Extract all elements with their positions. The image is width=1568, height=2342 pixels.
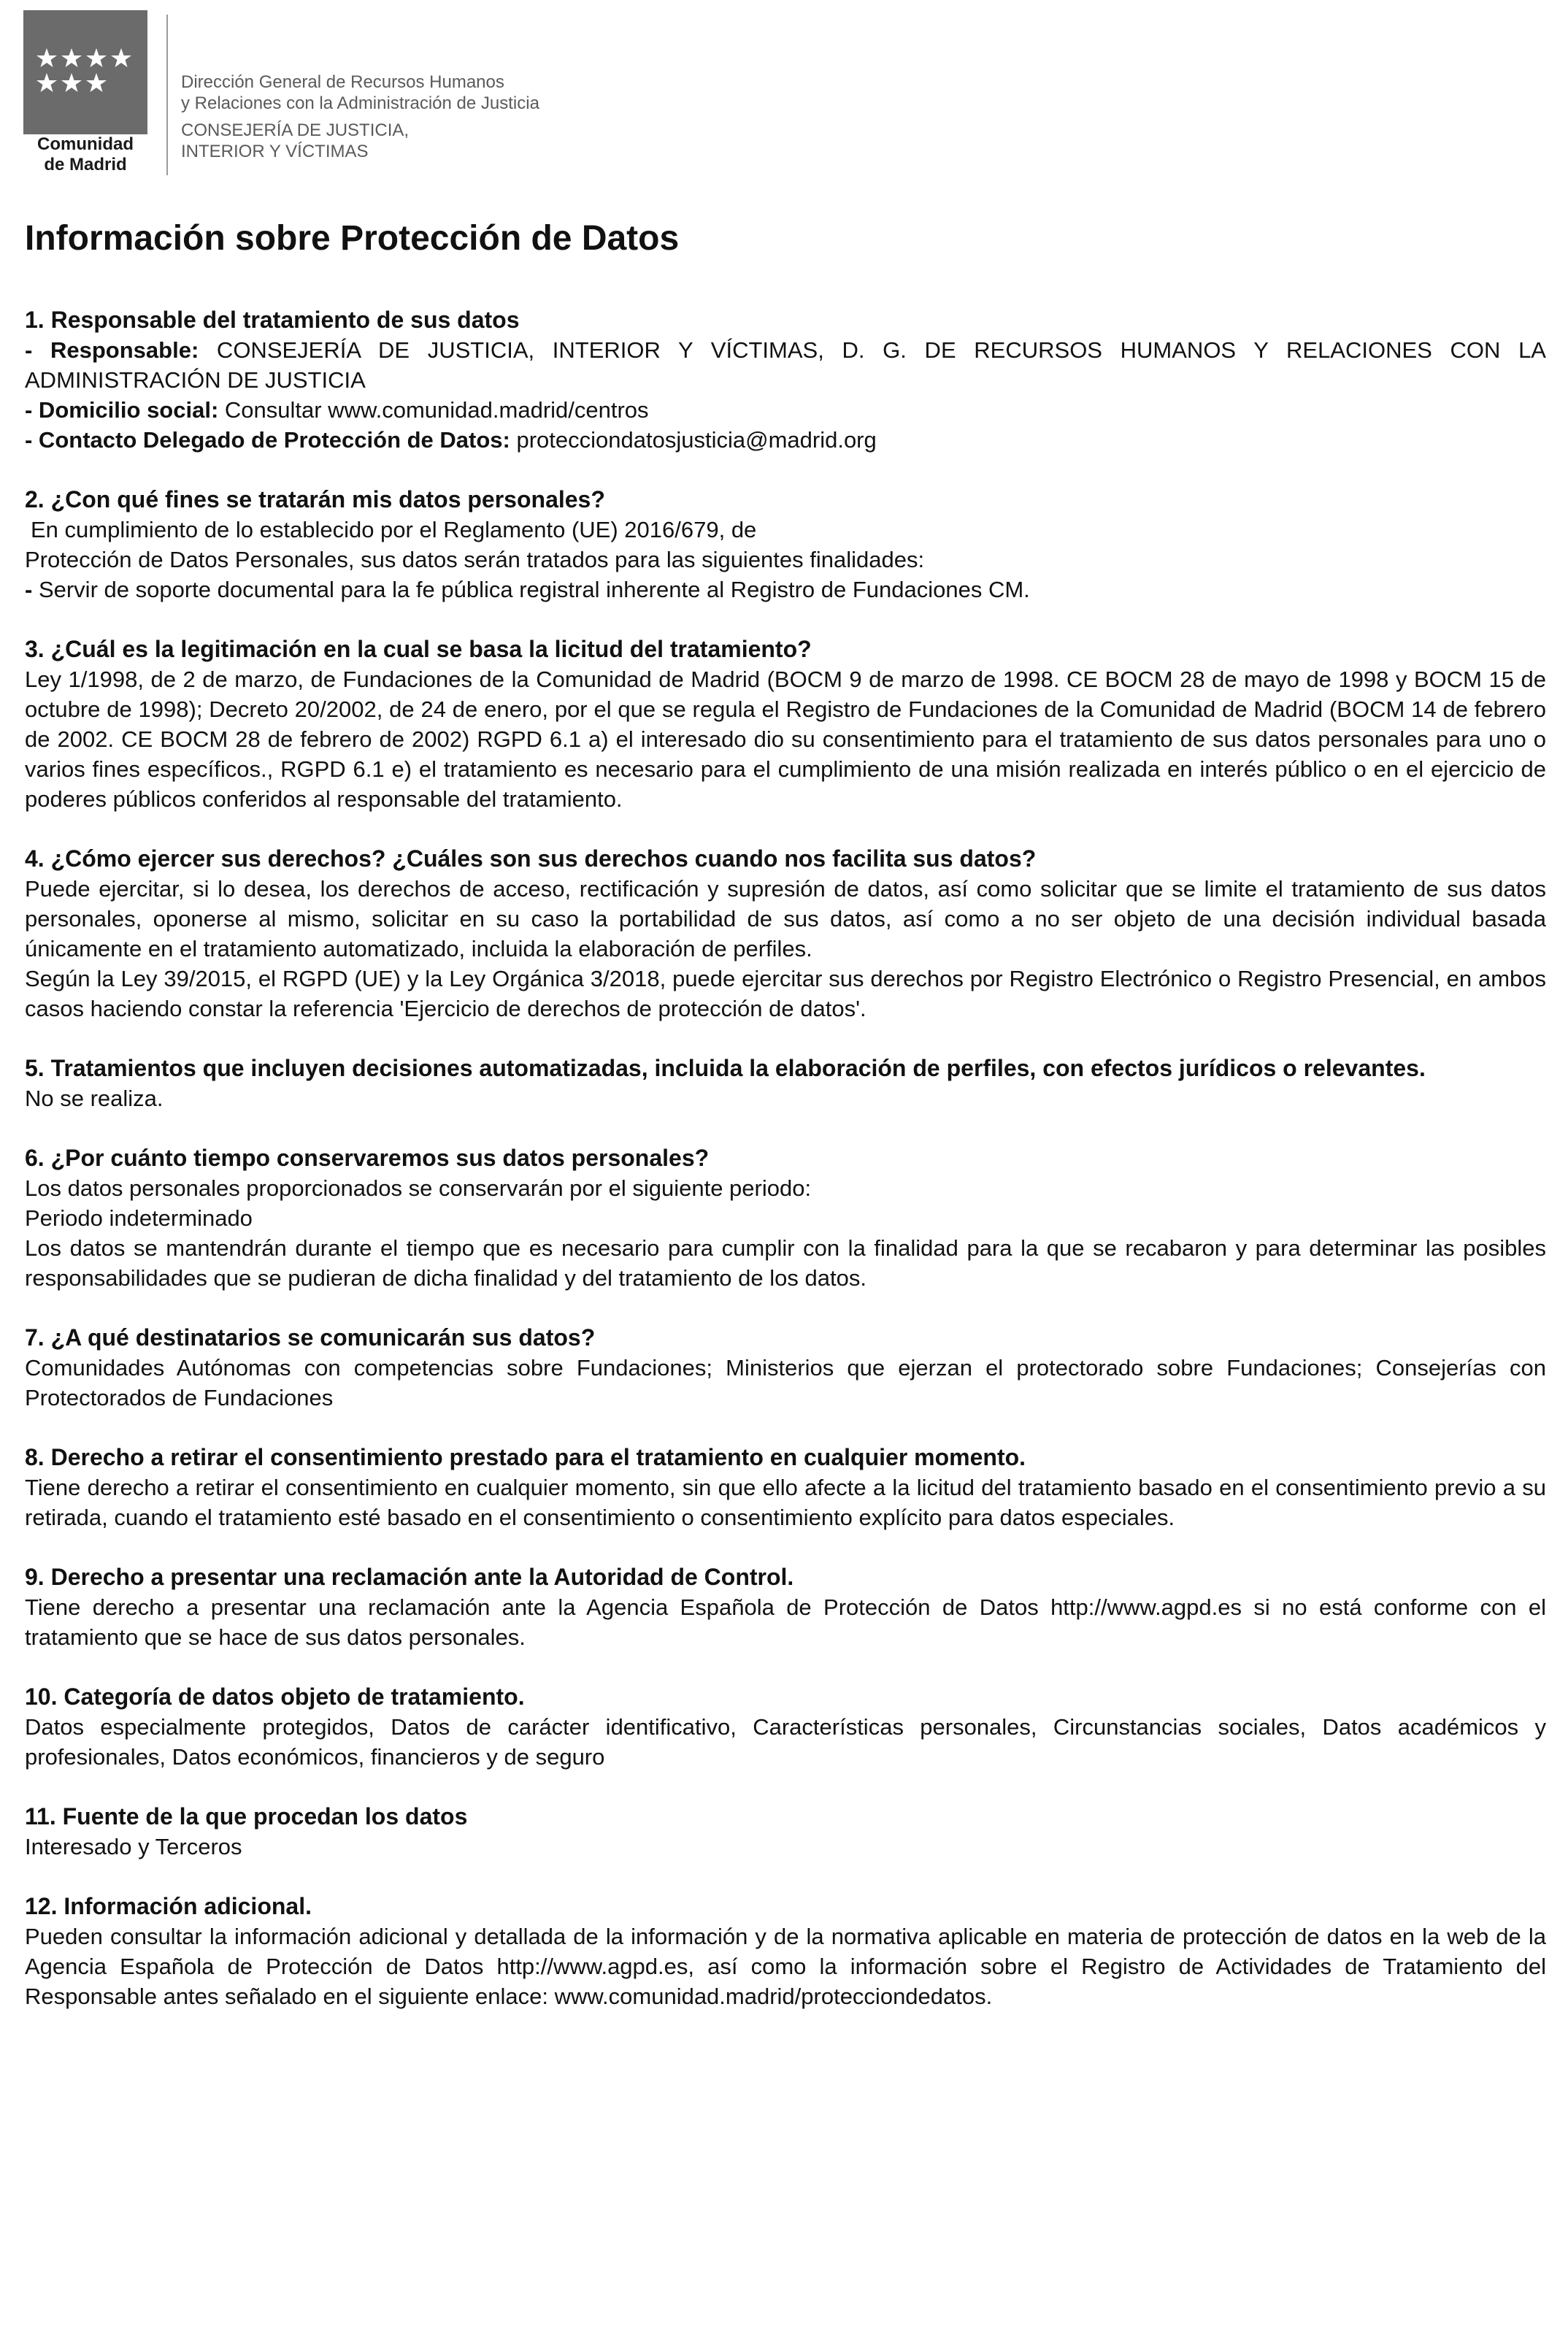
bullet-mark: -: [25, 577, 33, 602]
dept-line1: Dirección General de Recursos Humanos: [181, 72, 504, 92]
section-2-line1: En cumplimiento de lo establecido por el Reglamento (UE) 2016/679, de: [31, 517, 757, 542]
section-2-line2: Protección de Datos Personales, sus datos serán tratados para las siguientes finalidades:: [25, 547, 925, 572]
logo-name-line2: de Madrid: [44, 155, 127, 174]
section-10-heading: 10. Categoría de datos objeto de tratamiento.: [25, 1683, 525, 1710]
section-11: [25, 1802, 1546, 1862]
dept-line2: y Relaciones con la Administración de Justicia: [181, 93, 539, 113]
section-7: [25, 1323, 1546, 1413]
section-10: [25, 1682, 1546, 1772]
document-body: [25, 305, 1546, 2011]
section-3-body: Ley 1/1998, de 2 de marzo, de Fundaciones de la Comunidad de Madrid (BOCM 9 de marzo de 1998. CE BOCM 28 de mayo de 1998 y BOCM 15 de octubre de 1998); Decreto 20/2002, de 24 de enero, por el que se regula el Registro de Fundaciones de la Comunidad de Madrid (BOCM 14 de febrero de 2002. CE BOCM 28 de febrero de 2002) RGPD 6.1 a) el interesado dio su consentimiento para el tratamiento de sus datos personales para uno o varios fines específicos., RGPD 6.1 e) el tratamiento es necesario para el cumplimiento de una misión realizada en interés público o en el ejercicio de poderes públicos conferidos al responsable del tratamiento.: [25, 667, 1546, 812]
section-4-heading: 4. ¿Cómo ejercer sus derechos? ¿Cuáles son sus derechos cuando nos facilita sus datos?: [25, 845, 1037, 872]
section-8-heading: 8. Derecho a retirar el consentimiento prestado para el tratamiento en cualquier momento.: [25, 1444, 1026, 1470]
section-12: [25, 1892, 1546, 2011]
section-9-body: Tiene derecho a presentar una reclamación ante la Agencia Española de Protección de Datos http://www.agpd.es si no está conforme con el tratamiento que se hace de sus datos personales.: [25, 1594, 1546, 1650]
section-10-body: Datos especialmente protegidos, Datos de carácter identificativo, Características personales, Circunstancias sociales, Datos académicos y profesionales, Datos económicos, financieros y de seguro: [25, 1714, 1546, 1770]
section-11-body: Interesado y Terceros: [25, 1834, 242, 1859]
logo-name: [23, 134, 147, 175]
section-6-para: Los datos se mantendrán durante el tiempo que es necesario para cumplir con la finalidad para la que se recabaron y para determinar las posibles responsabilidades que se pudieran de dicha finalidad y del tratamiento de los datos.: [25, 1235, 1546, 1291]
section-6-heading: 6. ¿Por cuánto tiempo conservaremos sus datos personales?: [25, 1145, 710, 1171]
section-9: [25, 1562, 1546, 1652]
section-6-line2: Periodo indeterminado: [25, 1205, 253, 1231]
responsable-label: - Responsable:: [25, 337, 199, 363]
stars-icon: [23, 10, 147, 134]
domicilio-line: [25, 395, 1546, 425]
comunidad-de-madrid-logo: [23, 10, 147, 134]
responsable-line: [25, 335, 1546, 395]
section-2-bullet: [25, 575, 1546, 604]
section-1: [25, 305, 1546, 455]
dept-line3: CONSEJERÍA DE JUSTICIA,: [181, 120, 410, 140]
domicilio-label: - Domicilio social:: [25, 397, 219, 423]
department-info: [181, 72, 539, 162]
section-4: [25, 844, 1546, 1024]
page-title: Información sobre Protección de Datos: [25, 219, 680, 258]
section-5-heading: 5. Tratamientos que incluyen decisiones automatizadas, incluida la elaboración de perfiles, con efectos jurídicos o relevantes.: [25, 1055, 1426, 1081]
section-1-heading: 1. Responsable del tratamiento de sus datos: [25, 307, 520, 333]
section-8-body: Tiene derecho a retirar el consentimiento en cualquier momento, sin que ello afecte a la licitud del tratamiento basado en el consentimiento previo a su retirada, cuando el tratamiento esté basado en el consentimiento o consentimiento explícito para datos especiales.: [25, 1475, 1546, 1530]
section-4-para1: Puede ejercitar, si lo desea, los derechos de acceso, rectificación y supresión de datos, así como solicitar que se limite el tratamiento de sus datos personales, oponerse al mismo, solicitar en su caso la portabilidad de sus datos, así como a no ser objeto de una decisión individual basada únicamente en el tratamiento automatizado, incluida la elaboración de perfiles.: [25, 876, 1546, 961]
section-12-heading: 12. Información adicional.: [25, 1893, 312, 1919]
section-3: [25, 634, 1546, 814]
section-2: [25, 485, 1546, 604]
section-7-heading: 7. ¿A qué destinatarios se comunicarán sus datos?: [25, 1324, 596, 1351]
bullet-text: Servir de soporte documental para la fe pública registral inherente al Registro de Fundaciones CM.: [32, 577, 1030, 602]
logo-name-line1: Comunidad: [37, 134, 134, 154]
section-7-body: Comunidades Autónomas con competencias sobre Fundaciones; Ministerios que ejerzan el protectorado sobre Fundaciones; Consejerías con Protectorados de Fundaciones: [25, 1355, 1546, 1410]
section-5: [25, 1053, 1546, 1113]
section-9-heading: 9. Derecho a presentar una reclamación ante la Autoridad de Control.: [25, 1564, 794, 1590]
contacto-line: [25, 425, 1546, 455]
section-8: [25, 1443, 1546, 1532]
domicilio-value: Consultar www.comunidad.madrid/centros: [218, 397, 649, 423]
header-divider: [166, 15, 168, 175]
section-4-para2: Según la Ley 39/2015, el RGPD (UE) y la Ley Orgánica 3/2018, puede ejercitar sus derechos por Registro Electrónico o Registro Presencial, en ambos casos haciendo constar la referencia 'Ejercicio de derechos de protección de datos'.: [25, 966, 1546, 1021]
responsable-value: CONSEJERÍA DE JUSTICIA, INTERIOR Y VÍCTIMAS, D. G. DE RECURSOS HUMANOS Y RELACIONES CON LA ADMINISTRACIÓN DE JUSTICIA: [25, 337, 1546, 393]
section-5-body: No se realiza.: [25, 1086, 164, 1111]
header: [23, 10, 680, 178]
section-2-heading: 2. ¿Con qué fines se tratarán mis datos personales?: [25, 486, 605, 512]
section-6-line1: Los datos personales proporcionados se conservarán por el siguiente periodo:: [25, 1175, 812, 1201]
dept-line4: INTERIOR Y VÍCTIMAS: [181, 142, 369, 161]
section-12-body: Pueden consultar la información adicional y detallada de la información y de la normativa aplicable en materia de protección de datos en la web de la Agencia Española de Protección de Datos http://www.agpd.es, así como la información sobre el Registro de Actividades de Tratamiento del Responsable antes señalado en el siguiente enlace: www.comunidad.madrid/protecciondedatos.: [25, 1924, 1546, 2009]
section-11-heading: 11. Fuente de la que procedan los datos: [25, 1803, 468, 1830]
contacto-value: protecciondatosjusticia@madrid.org: [510, 427, 877, 453]
contacto-label: - Contacto Delegado de Protección de Datos:: [25, 427, 510, 453]
section-3-heading: 3. ¿Cuál es la legitimación en la cual se basa la licitud del tratamiento?: [25, 636, 812, 662]
section-6: [25, 1143, 1546, 1293]
